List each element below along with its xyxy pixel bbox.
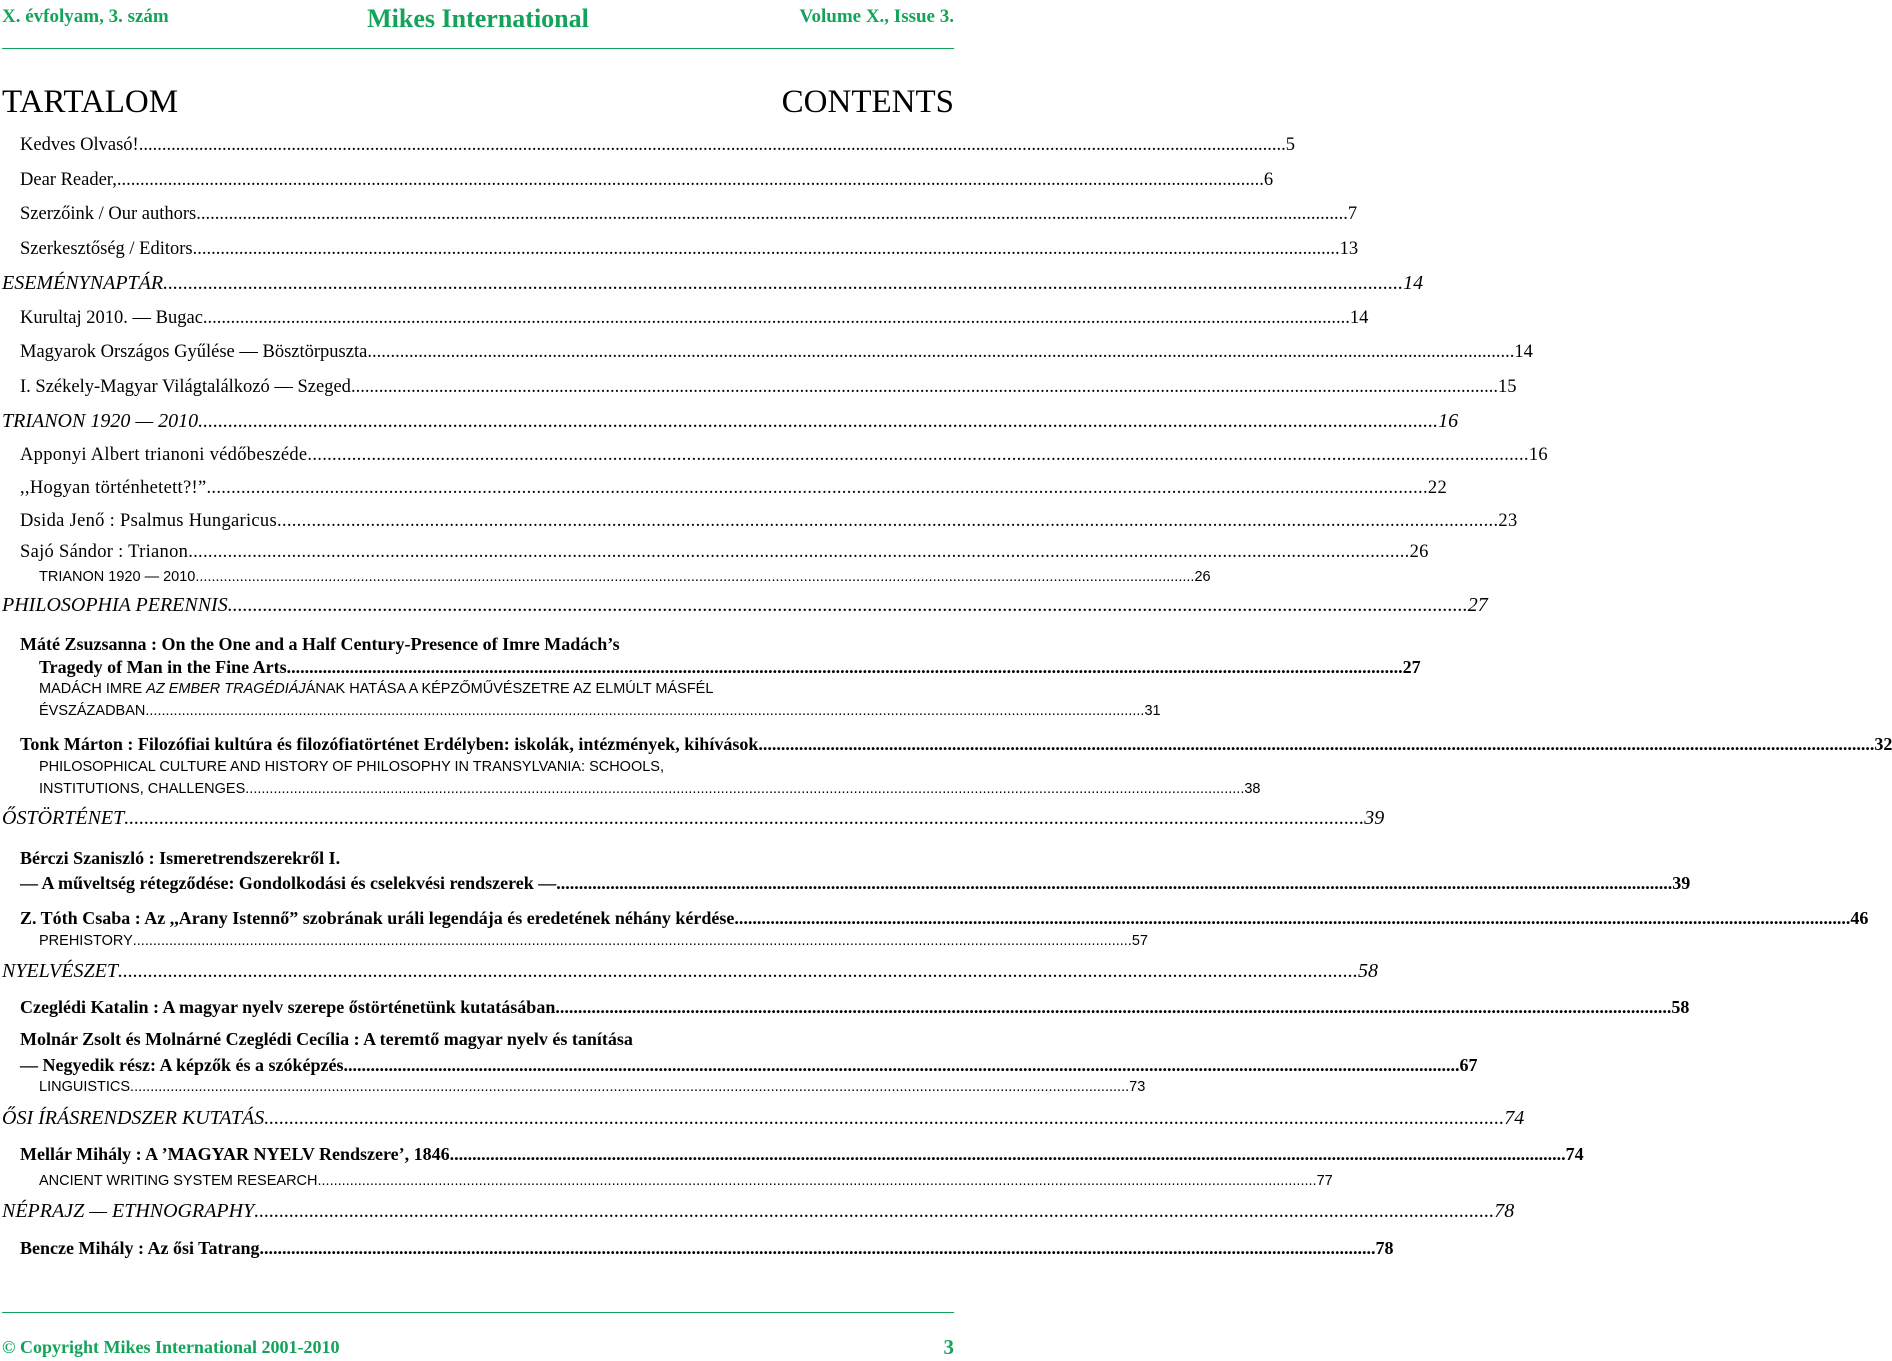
- toc-page-number: 22: [1427, 477, 1447, 498]
- toc-page-number: 15: [1497, 376, 1517, 397]
- toc-page-number: 32: [1874, 734, 1892, 754]
- header-issue-en: Volume X., Issue 3.: [799, 6, 954, 27]
- toc-section-text: PHILOSOPHIA PERENNIS: [2, 593, 228, 616]
- toc-page-number: 74: [1565, 1144, 1584, 1164]
- toc-subentry-text: ÉVSZÁZADBAN: [39, 703, 146, 719]
- toc-section-text: NYELVÉSZET: [2, 960, 118, 982]
- toc-entry-text: Dear Reader,: [20, 169, 117, 190]
- toc-page-number: 39: [1364, 807, 1385, 829]
- toc-entry[interactable]: [2, 505, 1518, 538]
- toc-page-number: 27: [1402, 657, 1421, 677]
- toc-subentry-line1[interactable]: [2, 678, 952, 700]
- toc-entry[interactable]: [2, 197, 1358, 232]
- leader-dots: [124, 800, 1364, 836]
- toc-page-number: 58: [1357, 960, 1378, 982]
- leader-dots: [193, 232, 1340, 267]
- toc-entry-text: Szerzőink / Our authors.: [20, 204, 201, 224]
- leader-dots: [130, 1076, 1129, 1098]
- leader-dots: [254, 1192, 1494, 1230]
- toc-subentry[interactable]: [2, 1076, 1146, 1098]
- spacer: [2, 896, 952, 906]
- toc-subentry-text: ÁNAK HATÁSA A KÉPZŐMŰVÉSZETRE AZ ELMÚLT MÁSFÉL: [305, 681, 714, 697]
- toc-subentry-line2[interactable]: [2, 700, 1161, 722]
- toc-page-number: 46: [1850, 908, 1869, 928]
- toc-section-text: ESEMÉNYNAPTÁR: [2, 272, 164, 294]
- toc-entry-text: Szerkesztőség / Editors: [20, 238, 193, 259]
- toc-entry-text: Kedves Olvasó!: [20, 135, 139, 155]
- toc-entry[interactable]: [2, 163, 1274, 198]
- toc-section[interactable]: [2, 952, 1378, 990]
- toc-page-number: 14: [1349, 307, 1369, 328]
- toc-entry[interactable]: [2, 232, 1359, 267]
- leader-dots: [450, 1138, 1566, 1170]
- toc-page-number: 38: [1244, 781, 1261, 797]
- toc-page-number: 14: [1514, 342, 1533, 362]
- toc-section-text: NÉPRAJZ — ETHNOGRAPHY: [2, 1200, 255, 1222]
- toc-article-text: Mellár Mihály : A ’MAGYAR NYELV Rendszere’, 1846: [20, 1144, 450, 1164]
- leader-dots: [367, 335, 1514, 370]
- toc-article-line2[interactable]: [2, 656, 1421, 678]
- toc-subentry[interactable]: [2, 1170, 1333, 1192]
- leader-dots: [203, 301, 1350, 336]
- toc-article-line2[interactable]: [2, 1054, 1478, 1076]
- leader-dots: [307, 439, 1528, 472]
- leader-dots: [201, 197, 1348, 232]
- toc-page-number: 16: [1438, 410, 1459, 432]
- leader-dots: [117, 163, 1264, 198]
- toc-entry[interactable]: [2, 439, 1548, 472]
- toc-titles: [2, 84, 954, 124]
- toc-entry-text: Magyarok Országos Gyűlése — Bösztörpuszta: [20, 342, 368, 362]
- title-contents: CONTENTS: [781, 84, 954, 120]
- toc-subentry-line2[interactable]: [2, 778, 1261, 800]
- toc-entry-text: Dsida Jenő : Psalmus Hungaricus: [20, 510, 277, 531]
- toc-entry-text: Kurultaj 2010. — Bugac: [20, 307, 203, 328]
- leader-dots: [195, 566, 1194, 588]
- toc-page-number: 58: [1671, 997, 1690, 1017]
- toc-subentry-text: MADÁCH IMRE: [39, 681, 147, 697]
- leader-dots: [206, 472, 1427, 505]
- toc-article-text: Tragedy of Man in the Fine Arts: [39, 657, 287, 677]
- toc-subentry-line1[interactable]: [2, 756, 952, 778]
- toc-article-text: Máté Zsuzsanna : On the One and a Half Century-Presence of Imre Madách’s: [20, 634, 620, 654]
- toc-page-number: 78: [1494, 1200, 1515, 1222]
- toc-subentry[interactable]: [2, 566, 1211, 588]
- page-footer: [2, 1337, 954, 1361]
- toc-article-text: Z. Tóth Csaba : Az ,,Arany Istennő” szobrának uráli legendája és eredetének néhány kérdése: [20, 908, 735, 928]
- leader-dots: [198, 404, 1438, 439]
- toc-page-number: 5: [1285, 135, 1295, 155]
- toc-section-text: ŐSTÖRTÉNET: [2, 807, 125, 829]
- toc-article[interactable]: [2, 1138, 1584, 1170]
- toc-subentry-text: INSTITUTIONS, CHALLENGES: [39, 781, 246, 797]
- toc-article-line1[interactable]: [2, 1024, 952, 1054]
- toc-entry[interactable]: [2, 538, 1429, 566]
- page-number: 3: [943, 1335, 954, 1359]
- toc-article[interactable]: [2, 990, 1690, 1024]
- toc-page-number: 23: [1498, 510, 1518, 531]
- toc-page-number: 13: [1339, 238, 1359, 259]
- leader-dots: [287, 656, 1403, 678]
- toc-entry[interactable]: [2, 370, 1517, 405]
- toc-section[interactable]: [2, 588, 1488, 623]
- toc-section[interactable]: [2, 800, 1385, 836]
- toc-section[interactable]: [2, 1192, 1515, 1230]
- toc-article-text: Bérczi Szaniszló : Ismeretrendszerekről I.: [20, 848, 341, 868]
- leader-dots: [228, 588, 1468, 623]
- toc-article[interactable]: [2, 906, 1869, 930]
- toc-article-text: Tonk Márton : Filozófiai kultúra és filozófiatörténet Erdélyben: iskolák, intézmények, kihívások: [20, 734, 759, 754]
- spacer: [2, 836, 952, 846]
- running-header: [2, 4, 954, 34]
- toc-subentry-text: LINGUISTICS: [39, 1079, 131, 1095]
- spacer: [2, 722, 952, 732]
- toc-page-number: 67: [1459, 1055, 1478, 1075]
- toc-subentry-text: ANCIENT WRITING SYSTEM RESEARCH: [39, 1173, 318, 1189]
- toc-page-number: 14: [1403, 272, 1424, 294]
- toc-subentry-text: PHILOSOPHICAL CULTURE AND HISTORY OF PHILOSOPHY IN TRANSYLVANIA: SCHOOLS,: [39, 759, 665, 775]
- toc-article-text: Czeglédi Katalin : A magyar nyelv szerepe őstörténetünk kutatásában: [20, 997, 556, 1017]
- toc-subentry-text: TRIANON 1920 — 2010: [39, 568, 196, 585]
- header-rule: [2, 48, 954, 49]
- toc-page-number: 6: [1263, 169, 1274, 190]
- toc-entry-text: I. Székely-Magyar Világtalálkozó — Szeged: [20, 376, 351, 397]
- toc-section[interactable]: [2, 404, 1459, 439]
- copyright-text: © Copyright Mikes International 2001-2010: [2, 1337, 340, 1357]
- toc-page-number: 77: [1316, 1173, 1333, 1189]
- toc-entry[interactable]: [2, 472, 1447, 505]
- leader-dots: [260, 1230, 1376, 1266]
- toc-subentry-text: PREHISTORY: [39, 933, 133, 949]
- toc-page-number: 31: [1144, 703, 1161, 719]
- toc-section-text: ŐSI ÍRÁSRENDSZER KUTATÁS: [2, 1107, 265, 1129]
- leader-dots: [145, 700, 1144, 722]
- spacer: [2, 622, 952, 632]
- leader-dots: [758, 732, 1874, 756]
- footer-rule: [2, 1312, 954, 1313]
- toc-article-line1[interactable]: [2, 846, 952, 870]
- leader-dots: [245, 778, 1244, 800]
- toc-page-number: 74: [1504, 1107, 1525, 1129]
- table-of-contents: [2, 128, 1892, 1266]
- toc-entry[interactable]: [2, 301, 1369, 336]
- toc-subentry[interactable]: [2, 930, 1148, 952]
- toc-entry-text: Sajó Sándor : Trianon: [20, 541, 189, 562]
- toc-section-text: TRIANON 1920 — 2010: [2, 410, 199, 432]
- toc-page-number: 26: [1194, 568, 1211, 585]
- toc-entry-text: ,,Hogyan történhetett?!”: [20, 477, 207, 498]
- toc-article-line2[interactable]: [2, 870, 1691, 896]
- toc-page-number: 27: [1467, 593, 1488, 616]
- toc-entry[interactable]: [2, 335, 1533, 370]
- leader-dots: [277, 505, 1498, 538]
- leader-dots: [188, 538, 1409, 566]
- toc-page-number: 73: [1129, 1079, 1146, 1095]
- toc-article-line1[interactable]: [2, 632, 952, 656]
- toc-article-text: Molnár Zsolt és Molnárné Czeglédi Cecília : A teremtő magyar nyelv és tanítása: [20, 1029, 633, 1049]
- leader-dots: [264, 1098, 1504, 1138]
- toc-section[interactable]: [2, 266, 1424, 301]
- toc-article-text: — A műveltség rétegződése: Gondolkodási és cselekvési rendszerek —: [20, 873, 557, 893]
- toc-page-number: 16: [1528, 444, 1548, 465]
- leader-dots: [351, 370, 1498, 405]
- leader-dots: [163, 266, 1403, 301]
- header-journal-title: Mikes International: [367, 4, 589, 33]
- leader-dots: [555, 990, 1671, 1024]
- leader-dots: [118, 952, 1358, 990]
- toc-entry[interactable]: [2, 128, 1295, 163]
- header-issue-hu: X. évfolyam, 3. szám: [2, 6, 169, 27]
- toc-article[interactable]: [2, 1230, 1394, 1266]
- leader-dots: [139, 128, 1286, 163]
- toc-subentry-italic: AZ EMBER TRAGÉDIÁJ: [146, 681, 306, 697]
- title-tartalom: TARTALOM: [2, 84, 179, 120]
- toc-page-number: 7: [1347, 204, 1358, 224]
- toc-page-number: 39: [1672, 873, 1691, 893]
- toc-article-text: Bencze Mihály : Az ősi Tatrang: [20, 1238, 260, 1258]
- toc-page-number: 78: [1375, 1238, 1394, 1258]
- toc-page-number: 57: [1131, 933, 1148, 949]
- toc-article[interactable]: [2, 732, 1892, 756]
- toc-section[interactable]: [2, 1098, 1525, 1138]
- toc-page-number: 26: [1409, 541, 1429, 562]
- leader-dots: [556, 870, 1672, 896]
- leader-dots: [317, 1170, 1316, 1192]
- leader-dots: [133, 930, 1132, 952]
- leader-dots: [343, 1054, 1459, 1076]
- leader-dots: [734, 906, 1850, 930]
- toc-entry-text: Apponyi Albert trianoni védőbeszéde: [20, 444, 308, 465]
- toc-article-text: — Negyedik rész: A képzők és a szóképzés: [20, 1055, 344, 1075]
